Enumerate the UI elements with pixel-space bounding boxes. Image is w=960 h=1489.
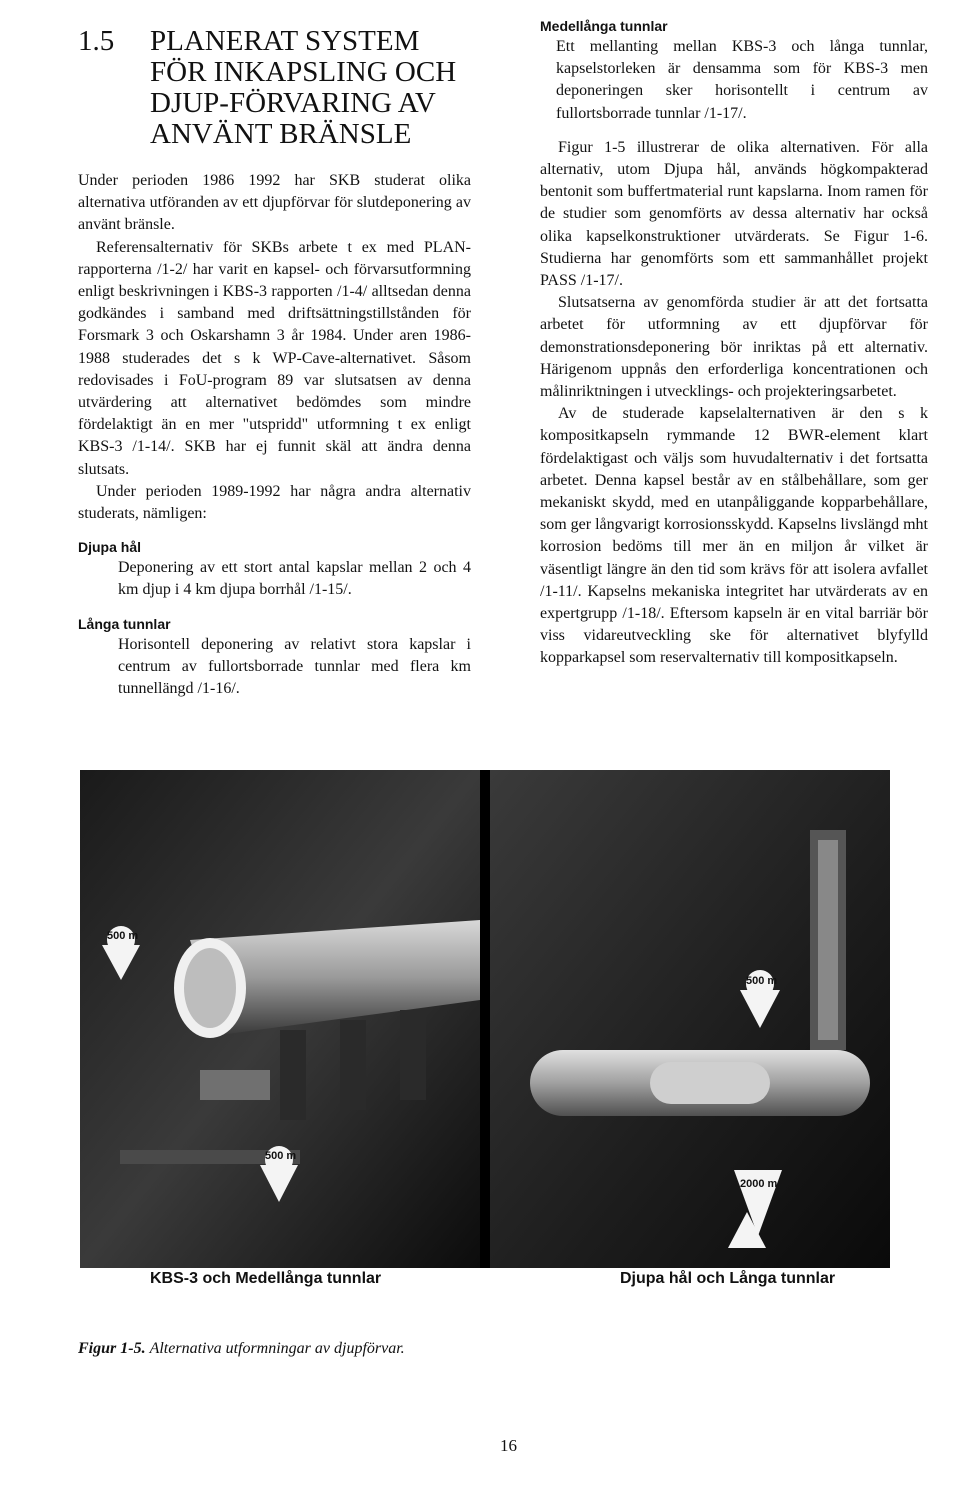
- paragraph: Av de studerade kapselalternativen är den s k kompositkapseln rymmande 12 BWR-element klart fördelaktigast och väljs som huvudalternativ i det fortsatta arbetet. Denna kapsel består av en stålbehållare, som ger mekaniskt skydd, med en utanpåliggande kopparbehållare, som ger långvarigt korrosionsskydd. Kapselns livslängd mht korrosion bedöms till mer än en miljon år vilket är väsentligt längre än den tid som krävs för att isolera avfallet /1-11/. Kapselns mekaniska integritet har utvärderats av en expertgrupp /1-18/. Eftersom kapseln är en vital barriär bör viss vidareutveckling ske för alternativet blyfylld kopparkapsel som reservalternativ till kompositkapseln.: [540, 405, 928, 667]
- paragraph: Under perioden 1986 1992 har SKB studerat olika alternativa utföranden av ett djupförvar för slutdeponering av använt bränsle.: [78, 172, 471, 234]
- figure-caption-text: Alternativa utformningar av djupförvar.: [149, 1340, 405, 1357]
- subheading-langa-tunnlar: Långa tunnlar: [78, 615, 171, 632]
- deposition-hole: [340, 1020, 366, 1110]
- deposition-hole: [400, 1010, 426, 1100]
- paragraph: Under perioden 1989-1992 har några andra alternativ studerats, nämligen:: [78, 482, 471, 523]
- paragraph: Referensalternativ för SKBs arbete t ex med PLAN-rapporterna /1-2/ har varit en kapsel- och förvarsutformning enligt beskrivningen i KBS-3 rapporten /1-4/ alltsedan denna godkändes i samband med driftsättningstillstånden för Forsmark 3 och Oskarshamn 3 år 1984. Under aren 1986-1988 studerades det s k WP-Cave-alternativet. Såsom redovisades i FoU-program 89 var slutsatsen av denna utvärdering att alternativet bedömdes som mindre fördelaktigt än en mer "utspridd" utformning t ex enligt KBS-3 /1-14/. SKB har ej funnit skäl att ändra denna slutsats.: [78, 238, 471, 478]
- left-column: [78, 26, 471, 700]
- deposition-hole: [280, 1030, 306, 1120]
- depth-marker-label: 500 m: [746, 975, 778, 987]
- deep-holes-illustration: [490, 770, 890, 1268]
- subheading-djupa-hal: Djupa hål: [78, 539, 142, 556]
- figure-panel-deep: [490, 770, 890, 1268]
- right-column: [540, 18, 928, 670]
- paragraph: Figur 1-5 illustrerar de olika alternativen. För alla alternativ, utom Djupa hål, används högkompakterad bentonit som buffertmaterial runt kapslarna. Inom ramen för de studier som genomförts av dessa alternativ har också olika kapselkonstruktioner utvärderats. Se Figur 1-6. Studierna har genomförts som ett sammanhållet projekt PASS /1-17/.: [540, 138, 928, 290]
- panel-label-right: Djupa hål och Långa tunnlar: [620, 1270, 836, 1287]
- figure-caption: [78, 1340, 405, 1358]
- definition-djupa-hal: Deponering av ett stort antal kapslar mellan 2 och 4 km djup i 4 km djupa borrhål /1-15/.: [118, 559, 471, 599]
- definition-medellanga-tunnlar: Ett mellanting mellan KBS-3 och långa tunnlar, kapselstorleken är densamma som för KBS-3 men deponeringen sker horisontellt i centrum av fullortsborrade tunnlar /1-17/.: [556, 38, 928, 122]
- definition-langa-tunnlar: Horisontell deponering av relativt stora kapslar i centrum av fullortsborrade tunnlar med flera km tunnellängd /1-16/.: [118, 635, 471, 698]
- depth-marker-label: 500 m: [107, 930, 139, 942]
- subheading-medellanga-tunnlar: Medellånga tunnlar: [540, 18, 668, 34]
- depth-marker-label: 500 m: [265, 1150, 297, 1162]
- canister: [650, 1062, 770, 1104]
- figure-photograph: [80, 770, 890, 1268]
- section-heading: [78, 26, 471, 150]
- canister: [200, 1070, 270, 1100]
- section-title: PLANERAT SYSTEM FÖR INKAPSLING OCH DJUP-FÖRVARING AV ANVÄNT BRÄNSLE: [150, 25, 457, 150]
- depth-marker-label: 2000 m: [740, 1178, 778, 1190]
- kbs3-illustration: [80, 770, 480, 1268]
- panel-label-left: KBS-3 och Medellånga tunnlar: [150, 1270, 382, 1287]
- section-number: 1.5: [78, 25, 115, 57]
- figure-panel-kbs3: [80, 770, 480, 1268]
- figure-caption-label: Figur 1-5.: [78, 1340, 146, 1357]
- paragraph: Slutsatserna av genomförda studier är att det fortsatta arbetet för utformning av ett djupförvar för demonstrationsdeponering bör inriktas på ett alternativ. Härigenom uppnås den erforderliga koncentrationen och målinriktningen i utvecklings- och projekteringsarbetet.: [540, 294, 928, 401]
- page-number: 16: [500, 1436, 517, 1455]
